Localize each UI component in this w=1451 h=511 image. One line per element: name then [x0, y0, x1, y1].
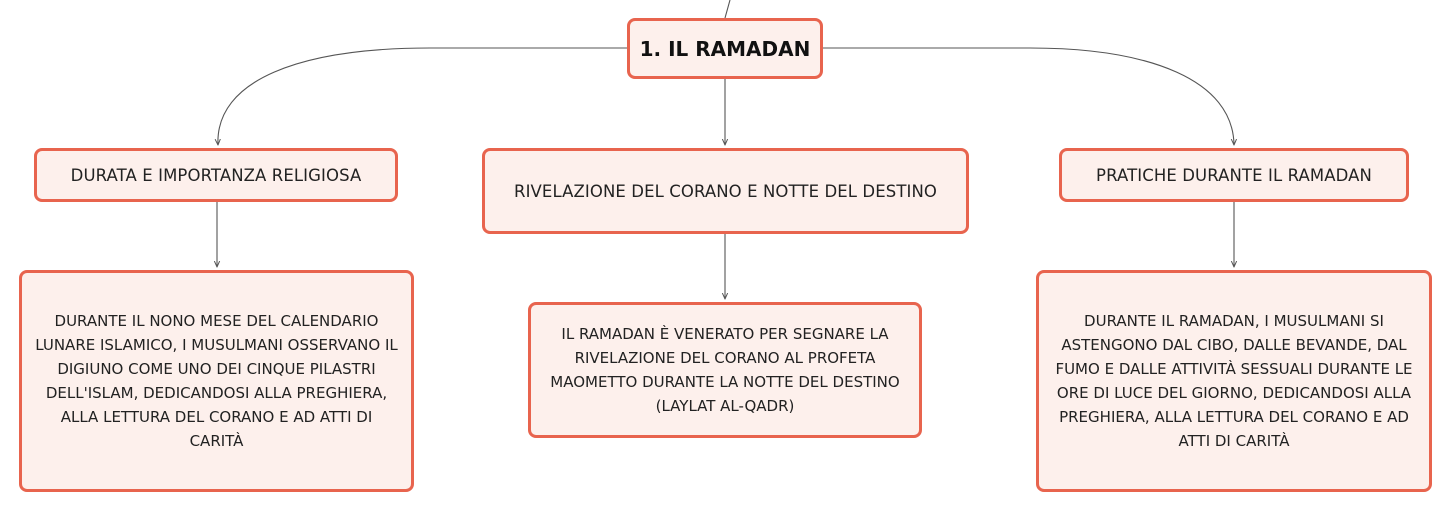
detail-node-text: DURANTE IL NONO MESE DEL CALENDARIO LUNARE ISLAMICO, I MUSULMANI OSSERVANO IL DIGIUNO COME UNO DEI CINQUE PILASTRI DELL'ISLAM, DEDICANDOSI ALLA PREGHIERA, ALLA LETTURA DEL CORANO E AD ATTI DI CARITÀ [35, 312, 398, 450]
connector-root-to-branch-1 [218, 48, 627, 145]
incoming-connector [725, 0, 730, 18]
detail-node-rivelazione[interactable] [528, 302, 922, 438]
root-node[interactable] [627, 18, 823, 79]
detail-node-text: DURANTE IL RAMADAN, I MUSULMANI SI ASTENGONO DAL CIBO, DALLE BEVANDE, DAL FUMO E DALLE ATTIVITÀ SESSUALI DURANTE LE ORE DI LUCE DEL GIORNO, DEDICANDOSI ALLA PREGHIERA, ALLA LETTURA DEL CORANO E AD ATTI DI CARITÀ [1055, 312, 1413, 450]
branch-node-label: RIVELAZIONE DEL CORANO E NOTTE DEL DESTINO [514, 181, 937, 201]
detail-node-durata[interactable] [19, 270, 414, 492]
branch-node-rivelazione[interactable] [482, 148, 969, 234]
connector-root-to-branch-3 [823, 48, 1234, 145]
detail-node-pratiche[interactable] [1036, 270, 1432, 492]
branch-node-durata[interactable] [34, 148, 398, 202]
branch-node-label: DURATA E IMPORTANZA RELIGIOSA [70, 165, 362, 185]
root-node-label: 1. IL RAMADAN [639, 36, 811, 61]
detail-node-text: IL RAMADAN È VENERATO PER SEGNARE LA RIVELAZIONE DEL CORANO AL PROFETA MAOMETTO DURANTE LA NOTTE DEL DESTINO (LAYLAT AL-QADR) [550, 325, 900, 415]
branch-node-label: PRATICHE DURANTE IL RAMADAN [1096, 165, 1372, 185]
branch-node-pratiche[interactable] [1059, 148, 1409, 202]
